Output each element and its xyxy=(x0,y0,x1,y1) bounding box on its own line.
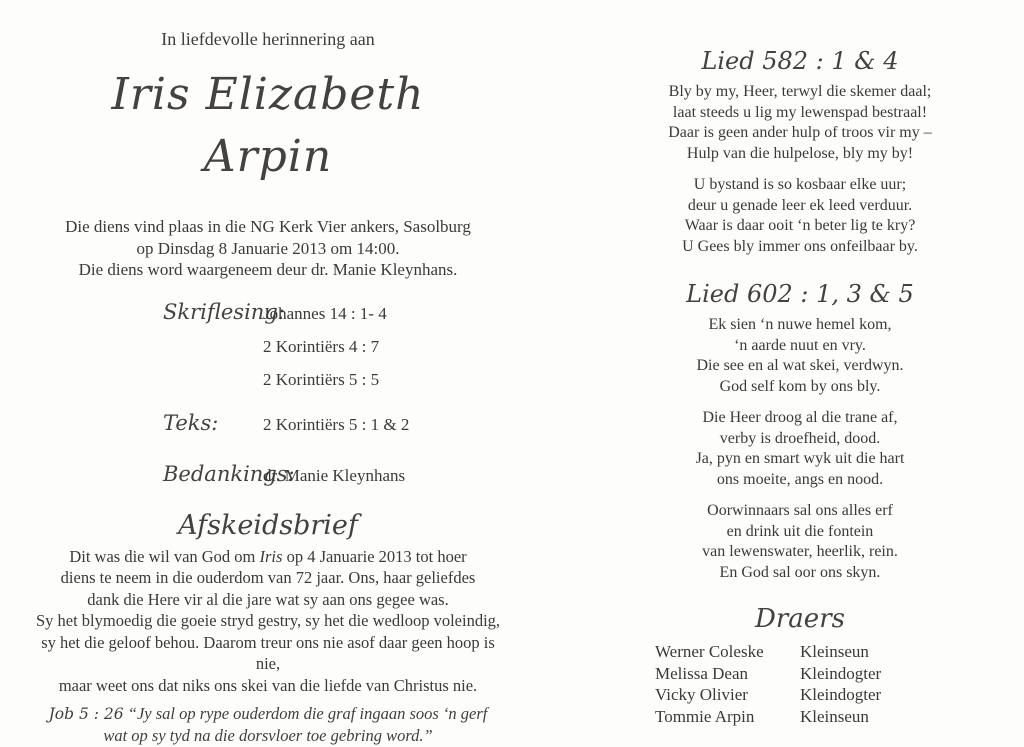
hymn-line: Bly by my, Heer, terwyl die skemer daal; xyxy=(668,83,932,100)
farewell-letter xyxy=(33,546,503,697)
service-details xyxy=(33,216,503,281)
hymn-line: ‘n aarde nuut en vry. xyxy=(734,336,866,354)
page-right xyxy=(610,0,990,727)
hymn-line: God self kom by ons bly. xyxy=(719,377,881,395)
hymn1-heading: Lied 582 : 1 & 4 xyxy=(701,47,899,75)
hymn-line: U Gees bly immer ons onfeilbaar by. xyxy=(682,237,918,255)
hymn2-stanza2 xyxy=(610,408,990,490)
quote-reference: Job 5 : 26 xyxy=(48,705,124,723)
hymn2-stanza3 xyxy=(610,501,990,583)
bearer-relation: Kleindogter xyxy=(800,663,882,683)
hymn2-stanza1 xyxy=(610,315,990,397)
farewell-line: maar weet ons dat niks ons skei van die liefde van Christus nie. xyxy=(58,675,478,695)
service-details-line: op Dinsdag 8 Januarie 2013 om 14:00. xyxy=(136,238,400,258)
bearer-name: Vicky Olivier xyxy=(655,685,748,704)
hymn-line: laat steeds u lig my lewenspad bestraal! xyxy=(672,103,928,121)
farewell-line: Sy het blymoedig die goeie stryd gestry, sy het die wedloop voleindig, xyxy=(35,611,501,630)
program-values xyxy=(263,463,405,498)
scripture-reference: Johannes 14 : 1- 4 xyxy=(263,303,387,323)
farewell-line: diens te neem in die ouderdom van 72 jaar. Ons, haar geliefdes xyxy=(60,568,476,587)
bearer-name: Werner Coleske xyxy=(655,642,764,661)
deceased-name-line1: Iris Elizabeth xyxy=(111,69,425,120)
hymn-line: Waar is daar ooit ‘n beter lig te kry? xyxy=(684,217,916,234)
scripture-reference: 2 Korintiërs 5 : 1 & 2 xyxy=(263,414,410,434)
program-row-bedankings xyxy=(33,463,503,498)
hymn1-stanza1 xyxy=(610,82,990,164)
bearer-row xyxy=(610,641,990,663)
hymn-line: Oorwinnaars sal ons alles erf xyxy=(707,502,893,519)
bearer-name: Tommie Arpin xyxy=(655,706,755,726)
order-of-service xyxy=(33,301,503,498)
hymn-line: ons moeite, angs en nood. xyxy=(716,470,884,488)
farewell-line: sy het die geloof behou. Daarom treur ons nie asof daar geen hoop is nie, xyxy=(41,632,495,673)
program-label: Teks: xyxy=(163,410,219,435)
quote-line xyxy=(33,703,503,725)
service-details-line: Die diens vind plaas in die NG Kerk Vier ankers, Sasolburg xyxy=(65,217,471,236)
hymn-line: Hulp van die hulpelose, bly my by! xyxy=(686,144,914,162)
bearer-row xyxy=(610,706,990,728)
service-details-line: Die diens word waargeneem deur dr. Manie Kleynhans. xyxy=(78,260,458,279)
quote-line: wat op sy tyd na die dorsvloer toe gebring word.” xyxy=(103,726,433,745)
program-row-teks xyxy=(33,412,503,447)
deceased-name-line2: Arpin xyxy=(203,131,333,182)
hymn-line: verby is droefheid, dood. xyxy=(719,429,881,447)
hymn-line: en drink uit die fontein xyxy=(726,522,874,540)
hymn-line: van lewenswater, heerlik, rein. xyxy=(702,543,898,560)
farewell-heading: Afskeidsbrief xyxy=(178,509,358,541)
closing-scripture-quote xyxy=(33,703,503,747)
hymn-line: Daar is geen ander hulp of troos vir my – xyxy=(668,124,932,141)
hymn-line: Ja, pyn en smart wyk uit die hart xyxy=(695,450,905,467)
program-label: Bedankings: xyxy=(163,461,295,486)
bearers-list xyxy=(610,641,990,727)
hymn-line: Die see en al wat skei, verdwyn. xyxy=(696,357,904,374)
farewell-line xyxy=(33,546,503,568)
page-left xyxy=(33,0,503,747)
bearer-name: Melissa Dean xyxy=(655,663,749,683)
bearer-relation: Kleinseun xyxy=(800,706,869,726)
program-values xyxy=(263,301,387,402)
bearer-relation: Kleindogter xyxy=(800,685,882,704)
program-label: Skriflesing: xyxy=(163,299,285,324)
farewell-line: dank die Here vir al die jare wat sy aan ons gegee was. xyxy=(87,589,449,609)
hymn-line: Die Heer droog al die trane af, xyxy=(702,409,898,426)
bearers-heading: Draers xyxy=(755,604,845,634)
farewell-line1-pre: Dit was die wil van God om xyxy=(69,546,260,566)
scripture-reference: 2 Korintiërs 5 : 5 xyxy=(263,369,380,389)
bearer-relation: Kleinseun xyxy=(800,642,869,661)
farewell-line1-name: Iris xyxy=(259,546,283,566)
hymn-line: En God sal oor ons skyn. xyxy=(719,563,881,581)
program-row-skriflesing xyxy=(33,301,503,402)
hymn-line: Ek sien ‘n nuwe hemel kom, xyxy=(708,316,892,333)
farewell-line1-post: op 4 Januarie 2013 tot hoer xyxy=(282,546,467,566)
bearer-row xyxy=(610,684,990,706)
intro-line: In liefdevolle herinnering aan xyxy=(161,29,375,49)
quote-text: “Jy sal op rype ouderdom die graf ingaan soos ‘n gerf xyxy=(127,704,488,723)
hymn-line: deur u genade leer ek leed verduur. xyxy=(687,196,913,214)
scripture-reference: 2 Korintiërs 4 : 7 xyxy=(263,336,380,356)
program-values xyxy=(263,412,409,447)
hymn-line: U bystand is so kosbaar elke uur; xyxy=(693,176,907,193)
hymn2-heading: Lied 602 : 1, 3 & 5 xyxy=(686,280,914,308)
bearer-row xyxy=(610,663,990,685)
officiant-name: dr. Manie Kleynhans xyxy=(263,465,406,485)
hymn1-stanza2 xyxy=(610,175,990,257)
